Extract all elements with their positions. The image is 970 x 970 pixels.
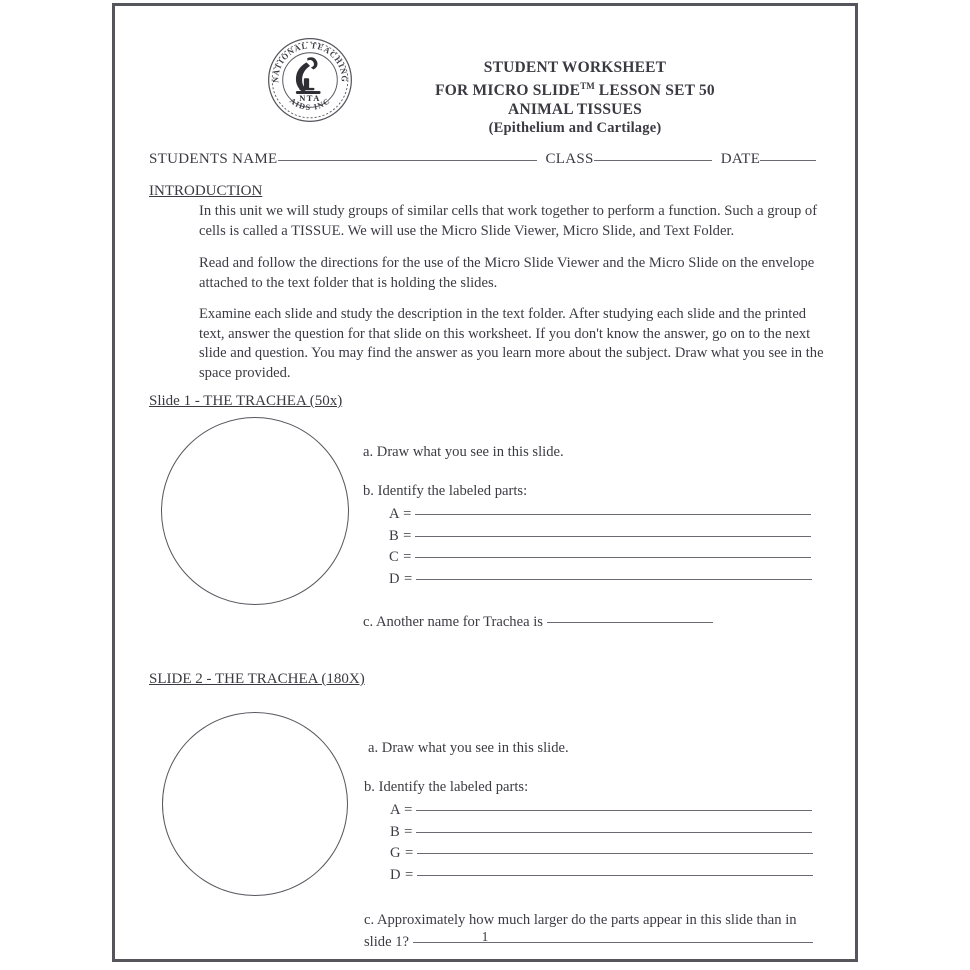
class-input[interactable] [594, 149, 712, 161]
title-line-2-post: LESSON SET 50 [594, 82, 715, 100]
slide-2-question-c-text: c. Approximately how much larger do the parts appear in this slide than in [364, 912, 797, 928]
slide-1-question-c-input[interactable] [547, 611, 713, 623]
slide-1-part-c-input[interactable] [415, 546, 811, 558]
slide-2-question-c-continued: slide 1? [364, 933, 409, 950]
slide-2-part-a-input[interactable] [416, 799, 812, 811]
slide-1-part-c-label: C = [389, 549, 412, 565]
slide-2-part-row [364, 864, 834, 886]
slide-1-question-a: a. Draw what you see in this slide. [363, 444, 564, 460]
slide-1-part-b-input[interactable] [415, 525, 811, 537]
date-input[interactable] [760, 149, 816, 161]
slide-2-questions [364, 739, 834, 952]
students-name-label: STUDENTS NAME [149, 151, 278, 167]
student-info-row [149, 149, 839, 168]
slide-2-drawing-circle[interactable] [162, 712, 348, 896]
slide-1-question-c [363, 611, 833, 632]
seal-outer-text-top: NATIONAL TEACHING [271, 41, 349, 83]
date-label: DATE [720, 151, 761, 167]
slide-1-question-c-text: c. Another name for Trachea is [363, 614, 543, 630]
slide-1-part-d-label: D = [389, 570, 413, 587]
page-title [295, 58, 855, 138]
slide-1-heading: Slide 1 - THE TRACHEA (50x) [149, 393, 343, 409]
slide-1-part-row [363, 568, 833, 590]
introduction-paragraph-3: Examine each slide and study the description in the text folder. After studying each slide and the printed text, answer the question for that slide on this worksheet. If you don't know the answer, go on to the next slide and question. You may find the answer as you learn more about the subject. Draw what you see in the space provided. [199, 306, 824, 381]
slide-1-parts-list [363, 503, 833, 589]
slide-1-question-b: b. Identify the labeled parts: [363, 483, 528, 499]
slide-1-part-row [363, 503, 833, 525]
page-number: 1 [481, 929, 489, 944]
title-line-2 [295, 77, 855, 100]
trademark-symbol: TM [580, 81, 595, 91]
slide-1-part-d-input[interactable] [416, 568, 812, 580]
title-line-3: ANIMAL TISSUES [508, 101, 642, 119]
slide-2-heading: SLIDE 2 - THE TRACHEA (180X) [149, 671, 365, 687]
introduction-paragraph-1: In this unit we will study groups of similar cells that work together to perform a function. Such a group of cells is called a TISSUE. We will use the Micro Slide Viewer, Micro Slide, and Text Folder. [199, 203, 818, 239]
slide-2-part-g-input[interactable] [417, 842, 813, 854]
introduction-paragraph-2: Read and follow the directions for the use of the Micro Slide Viewer and the Micro Slide on the envelope attached to the text folder that is holding the slides. [199, 255, 815, 291]
masthead [115, 36, 855, 146]
worksheet-page [112, 3, 858, 962]
slide-1-part-b-label: B = [389, 527, 412, 544]
slide-2-part-g-label: G = [390, 845, 414, 861]
slide-2-part-row [364, 842, 834, 864]
slide-2-part-row [364, 821, 834, 843]
slide-1-questions [363, 443, 833, 632]
students-name-input[interactable] [278, 149, 537, 161]
slide-2-question-b: b. Identify the labeled parts: [364, 779, 529, 795]
slide-2-question-a: a. Draw what you see in this slide. [368, 740, 569, 756]
class-label: CLASS [545, 151, 594, 167]
introduction-heading: INTRODUCTION [149, 183, 263, 199]
title-line-1: STUDENT WORKSHEET [483, 59, 667, 76]
seal-center-text: NTA [299, 93, 321, 104]
slide-2-part-d-input[interactable] [417, 864, 813, 876]
slide-1-part-row [363, 546, 833, 568]
slide-2-part-d-label: D = [390, 866, 414, 883]
slide-2-part-a-label: A = [390, 802, 413, 818]
slide-2-part-b-label: B = [390, 823, 413, 840]
slide-1-part-row [363, 525, 833, 547]
title-line-4: (Epithelium and Cartilage) [488, 120, 662, 137]
slide-1-part-a-label: A = [389, 506, 412, 522]
slide-1-drawing-circle[interactable] [161, 417, 349, 605]
slide-1-part-a-input[interactable] [415, 503, 811, 515]
title-line-2-pre: FOR MICRO SLIDE [435, 82, 581, 100]
seal-outer-text-bottom: AIDS INC [287, 96, 333, 113]
slide-2-parts-list [364, 799, 834, 885]
slide-2-part-b-input[interactable] [416, 821, 812, 833]
slide-2-part-row [364, 799, 834, 821]
